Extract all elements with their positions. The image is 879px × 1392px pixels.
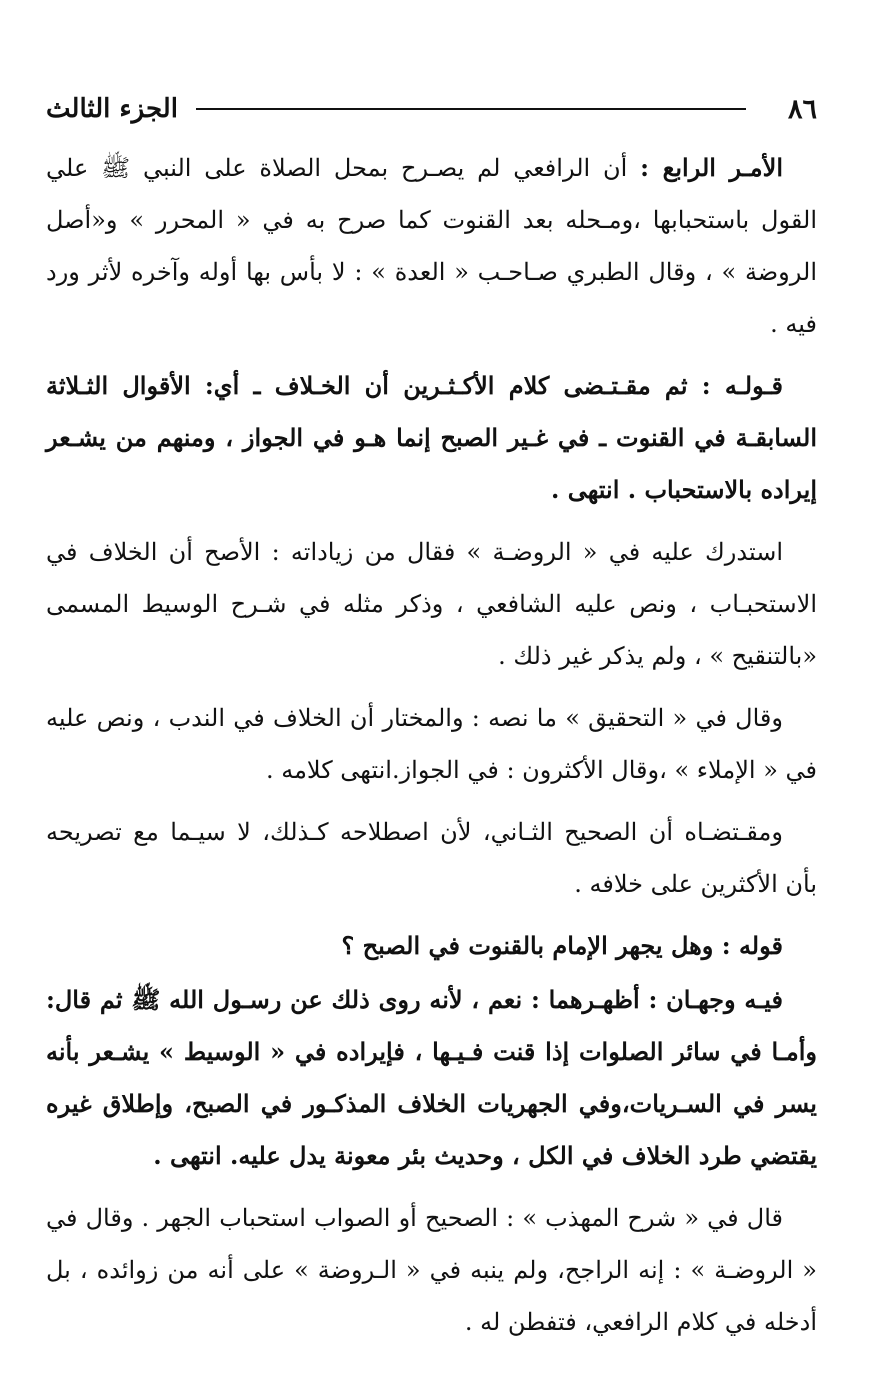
paragraph-tahqiq: وقال في « التحقيق » ما نصه : والمختار أن الخلاف في الندب ، ونص عليه في « الإملاء » ،وقال الأكثرون : في الجواز.انتهى كلامه .	[46, 704, 817, 784]
paragraph-fourth-matter	[46, 142, 817, 350]
paragraph-rawda-correction: استدرك عليه في « الروضـة » فقال من زياداته : الأصح أن الخلاف في الاستحبـاب ، ونص عليه الشافعي ، وذكر مثله في شـرح الوسيط المسمى «بالتنقيح » ، ولم يذكر غير ذلك .	[46, 538, 817, 670]
paragraph-quote-disagreement: قـولـه : ثم مقـتـضى كلام الأكـثـرين أن الخـلاف ـ أي: الأقوال الثـلاثة السابقـة في القنوت ـ في غـير الصبح إنما هـو في الجواز ، ومنهم من يشـعر إيراده بالاستحباب . انتهى .	[46, 371, 817, 504]
paragraph-lead: الأمـر الرابع :	[640, 153, 783, 182]
paragraph-two-views: فيـه وجهـان : أظهـرهما : نعم ، لأنه روى ذلك عن رسـول الله ﷺ ثم قال: وأمـا في سائر الصلوات إذا قنت فـيـها ، فإيراده في « الوسيط » يشـعر بأنه يسر في السـريات،وفي الجهريات الخلاف المذكـور في الصبح، وإطلاق غيره يقتضي طرد الخلاف في الكل ، وحديث بئر معونة يدل عليه. انتهى .	[46, 985, 817, 1170]
page-number: ٨٦	[787, 93, 817, 125]
paragraph-text: أن الرافعي لم يصـرح بمحل الصلاة على النبي ﷺ علي القول باستحبابها ،ومـحله بعد القنوت كما صرح به في « المحرر » و«أصل الروضة » ، وقال الطبري صـاحـب « العدة » : لا بأس بها أوله وآخره لأثر ورد فيه .	[46, 154, 817, 338]
page-header	[46, 84, 817, 134]
paragraph-muhadhdhab: قال في « شرح المهذب » : الصحيح أو الصواب استحباب الجهر . وقال في « الروضـة » : إنه الراجح، ولم ينبه في « الـروضة » على أنه من زوائده ، بل أدخله في كلام الرافعي، فتفطن له .	[46, 1204, 817, 1336]
header-rule	[196, 108, 746, 110]
paragraph-implication: ومقـتضـاه أن الصحيح الثـاني، لأن اصطلاحه كـذلك، لا سيـما مع تصريحه بأن الأكثرين على خلافه .	[46, 818, 817, 898]
volume-title: الجزء الثالث	[46, 94, 178, 124]
paragraph-quote-jahr: قوله : وهل يجهر الإمام بالقنوت في الصبح ؟	[341, 931, 783, 960]
